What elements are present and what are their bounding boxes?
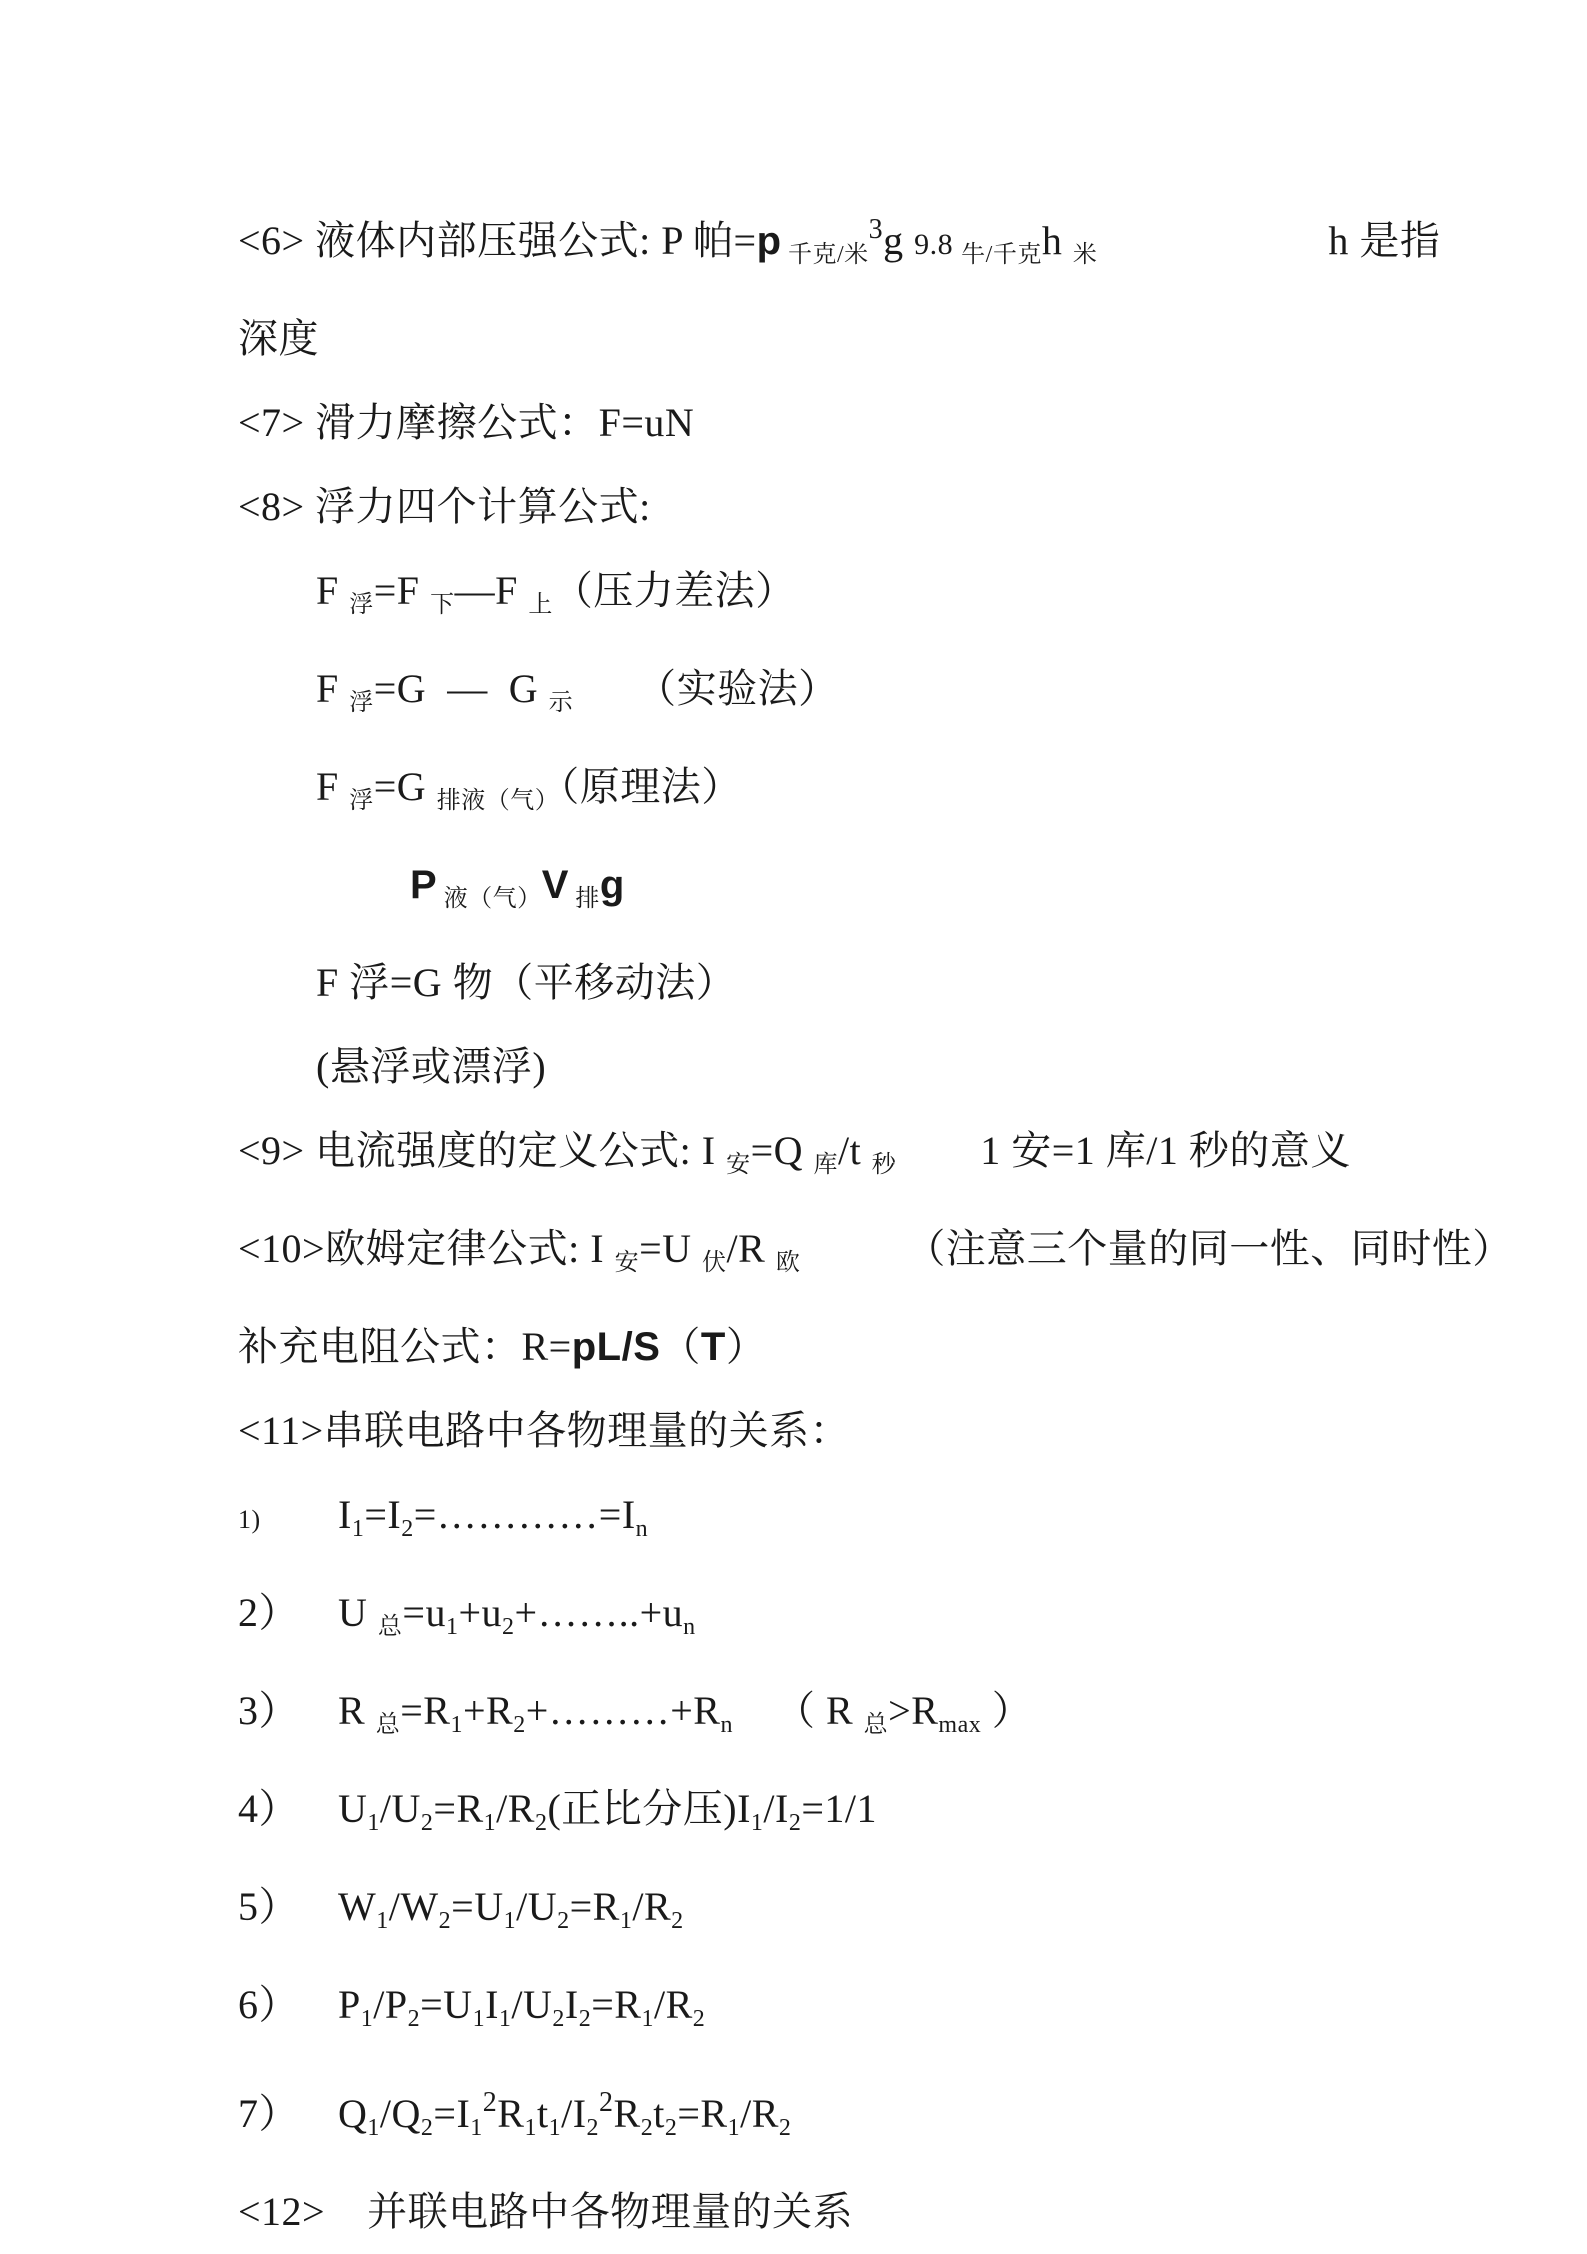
text-run: =I xyxy=(433,2091,471,2136)
subscript-run: 1 xyxy=(727,2115,741,2141)
subscript-run: 安 xyxy=(614,1250,640,1276)
text-run: P xyxy=(338,1982,361,2027)
subscript-run: 1 xyxy=(524,2115,537,2141)
text-run: h 是指 xyxy=(1097,218,1441,263)
subscript-run: 米 xyxy=(1072,242,1098,268)
text-run: I xyxy=(338,1492,352,1537)
text-run: =G — G xyxy=(373,666,549,711)
document-line xyxy=(238,465,1527,549)
subscript-run: 浮 xyxy=(349,690,374,716)
text-run: <10>欧姆定律公式: I xyxy=(238,1226,615,1271)
text-run: Q xyxy=(338,2091,368,2136)
text-run: =R xyxy=(677,2091,728,2136)
text-run: （压力差法） xyxy=(552,568,796,613)
bold-formula-run: P xyxy=(410,863,438,907)
superscript-run: 2 xyxy=(599,2087,614,2118)
subscript-run: n xyxy=(635,1516,649,1542)
text-run: /W xyxy=(388,1884,439,1929)
text-run: +u xyxy=(458,1590,503,1635)
bold-formula-run: V xyxy=(541,863,569,907)
text-run: <6> 液体内部压强公式: P 帕= xyxy=(238,218,757,263)
text-run: t xyxy=(653,2091,665,2136)
subscript-run: 1 xyxy=(750,1810,764,1836)
list-marker: 5） xyxy=(238,1884,299,1929)
text-run: /R xyxy=(740,2091,779,2136)
text-run: 1 安=1 库/1 秒的意义 xyxy=(896,1128,1351,1173)
document-line xyxy=(238,745,1527,843)
subscript-run: 1 xyxy=(483,1810,497,1836)
document-line xyxy=(238,1025,1527,1109)
subscript-run: 牛/千克 xyxy=(961,242,1042,268)
document-line xyxy=(238,297,1527,381)
superscript-run: 3 xyxy=(868,214,884,245)
subscript-run: 2 xyxy=(502,1614,515,1640)
subscript-run: 1 xyxy=(367,2115,380,2141)
text-run: (悬浮或漂浮) xyxy=(316,1044,547,1089)
document-line xyxy=(238,188,1527,297)
text-run: W xyxy=(338,1884,377,1929)
document-line xyxy=(238,1669,1527,1767)
text-run: h xyxy=(1041,218,1073,263)
text-run: =u xyxy=(402,1590,446,1635)
text-run: F 浮=G 物（平移动法） xyxy=(316,960,737,1005)
subscript-run: 1 xyxy=(498,2006,512,2032)
text-run: +R xyxy=(462,1688,514,1733)
text-run: U xyxy=(338,1590,378,1635)
document-line xyxy=(238,1305,1527,1389)
subscript-run: 2 xyxy=(420,2115,434,2141)
subscript-run: 排 xyxy=(568,886,600,912)
document-line xyxy=(238,843,1527,941)
subscript-run: 2 xyxy=(578,2006,592,2032)
text-run: g xyxy=(883,218,915,263)
text-run: <11>串联电路中各物理量的关系： xyxy=(238,1408,851,1453)
subscript-run: 1 xyxy=(351,1516,365,1542)
subscript-run: 2 xyxy=(420,1810,434,1836)
document-line xyxy=(238,1571,1527,1669)
bold-formula-run: T xyxy=(700,1325,726,1369)
text-run: =I xyxy=(364,1492,402,1537)
subscript-run: 上 xyxy=(528,592,553,618)
text-run: >R xyxy=(888,1688,939,1733)
subscript-run: 总 xyxy=(377,1614,403,1640)
text-run: F xyxy=(316,666,350,711)
text-run: /t xyxy=(838,1128,872,1173)
text-run: =F xyxy=(373,568,431,613)
list-marker: 2） xyxy=(238,1590,299,1635)
document-line xyxy=(238,1207,1527,1305)
subscript-run: 1 xyxy=(376,1908,389,1934)
text-run: 深度 xyxy=(238,316,319,361)
bold-formula-run: g xyxy=(599,863,625,907)
subscript-run: 1 xyxy=(445,1614,459,1640)
subscript-run: 1 xyxy=(641,2006,654,2032)
superscript-run: 2 xyxy=(482,2087,498,2118)
text-run: =U xyxy=(639,1226,703,1271)
text-run: =R xyxy=(569,1884,620,1929)
subscript-run: 1 xyxy=(619,1908,633,1934)
text-run: <7> 滑力摩擦公式：F=uN xyxy=(238,400,695,445)
document-line xyxy=(238,1767,1527,1865)
text-run: =1/1 xyxy=(801,1786,878,1831)
document-line xyxy=(238,2061,1527,2170)
bold-formula-run: p xyxy=(756,219,782,263)
subscript-run: 浮 xyxy=(349,592,374,618)
subscript-run: 2 xyxy=(671,1908,684,1934)
subscript-run: 库 xyxy=(813,1152,839,1178)
subscript-run: 1 xyxy=(367,1810,380,1836)
subscript-run: 2 xyxy=(407,2006,421,2032)
text-run: /R xyxy=(496,1786,535,1831)
subscript-run: max xyxy=(938,1712,982,1738)
text-run: /R xyxy=(632,1884,672,1929)
text-run: /R xyxy=(726,1226,776,1271)
subscript-run: 1 xyxy=(360,2006,374,2032)
subscript-run: 1 xyxy=(470,2115,483,2141)
subscript-run: 安 xyxy=(726,1152,751,1178)
text-run: （实验法） xyxy=(573,666,839,711)
document-line xyxy=(238,2170,1527,2254)
subscript-run: 1 xyxy=(450,1712,463,1738)
text-run: ） xyxy=(725,1324,767,1369)
text-run: =Q xyxy=(750,1128,814,1173)
text-run: U xyxy=(338,1786,368,1831)
subscript-run: 浮 xyxy=(349,788,374,814)
text-run: I xyxy=(485,1982,499,2027)
list-marker: 6） xyxy=(238,1982,299,2027)
document-line xyxy=(238,647,1527,745)
subscript-run: 总 xyxy=(863,1712,889,1738)
text-run: /Q xyxy=(379,2091,421,2136)
text-run: F xyxy=(316,764,350,809)
text-run: R xyxy=(613,2091,641,2136)
text-run: +………+R xyxy=(525,1688,721,1733)
document-line xyxy=(238,1963,1527,2061)
subscript-run: 1 xyxy=(472,2006,486,2032)
text-run: /I xyxy=(561,2091,587,2136)
document-line xyxy=(238,381,1527,465)
subscript-run: 秒 xyxy=(871,1152,897,1178)
subscript-run: 2 xyxy=(640,2115,654,2141)
subscript-run: 伏 xyxy=(702,1250,727,1276)
text-run: =R xyxy=(400,1688,451,1733)
text-run: (正比分压)I xyxy=(547,1786,751,1831)
subscript-run: 下 xyxy=(430,592,455,618)
text-run: /U xyxy=(511,1982,553,2027)
subscript-run: 2 xyxy=(692,2006,706,2032)
list-marker: 4） xyxy=(238,1786,299,1831)
text-run: =R xyxy=(433,1786,484,1831)
subscript-run: 总 xyxy=(375,1712,401,1738)
subscript-run: 2 xyxy=(778,2115,792,2141)
text-run: <12> 并联电路中各物理量的关系 xyxy=(238,2189,854,2234)
document-line xyxy=(238,1865,1527,1963)
text-run: ） xyxy=(981,1688,1033,1733)
subscript-run: 2 xyxy=(438,1908,452,1934)
subscript-run: 液（气） xyxy=(437,886,542,912)
text-run: I xyxy=(564,1982,579,2027)
subscript-run: 2 xyxy=(664,2115,678,2141)
list-marker: 3） xyxy=(238,1688,299,1733)
subscript-run: 2 xyxy=(552,2006,565,2032)
text-run: R xyxy=(497,2091,525,2136)
subscript-run: 2 xyxy=(586,2115,600,2141)
subscript-run: 2 xyxy=(513,1712,526,1738)
list-marker: 7） xyxy=(238,2091,299,2136)
text-run: =R xyxy=(591,1982,642,2027)
text-run: /R xyxy=(653,1982,693,2027)
subscript-run: n xyxy=(720,1712,733,1738)
text-run: t xyxy=(536,2091,549,2136)
text-run: （ R xyxy=(732,1688,864,1733)
text-run: F xyxy=(316,568,350,613)
text-run: <8> 浮力四个计算公式: xyxy=(238,484,651,529)
subscript-run: 2 xyxy=(557,1908,570,1934)
subscript-run: 欧 xyxy=(775,1250,801,1276)
bold-formula-run: pL/S xyxy=(571,1325,661,1369)
text-run: （原理法） xyxy=(559,764,742,809)
subscript-run: 2 xyxy=(788,1810,802,1836)
subscript-run: 示 xyxy=(548,690,574,716)
text-run: —F xyxy=(454,568,529,613)
text-run: （ xyxy=(660,1324,701,1369)
document-line xyxy=(238,1109,1527,1207)
subscript-run: 2 xyxy=(534,1810,548,1836)
subscript-run: 2 xyxy=(401,1516,414,1542)
small-number-run: 9.8 xyxy=(914,228,962,261)
text-run: <9> 电流强度的定义公式: I xyxy=(238,1128,727,1173)
document-line xyxy=(238,1473,1527,1571)
document-line xyxy=(238,549,1527,647)
text-run: +……..+u xyxy=(514,1590,684,1635)
text-run: =U xyxy=(451,1884,504,1929)
subscript-run: n xyxy=(683,1614,696,1640)
text-run: /U xyxy=(516,1884,558,1929)
text-run: /I xyxy=(763,1786,789,1831)
text-run: =U xyxy=(420,1982,473,2027)
text-run: /P xyxy=(373,1982,408,2027)
subscript-run: 排液（气） xyxy=(436,788,560,814)
text-run: 补充电阻公式：R= xyxy=(238,1324,572,1369)
text-run: R xyxy=(338,1688,376,1733)
subscript-run: 1 xyxy=(503,1908,517,1934)
text-run: =G xyxy=(373,764,437,809)
document-line xyxy=(238,941,1527,1025)
document-line xyxy=(238,1389,1527,1473)
text-run: （注意三个量的同一性、同时性） xyxy=(800,1226,1513,1271)
text-run: =…………=I xyxy=(413,1492,636,1537)
list-marker: 1) xyxy=(238,1505,261,1534)
text-run: /U xyxy=(379,1786,421,1831)
subscript-run: 1 xyxy=(548,2115,562,2141)
subscript-run: 千克/米 xyxy=(781,242,869,268)
